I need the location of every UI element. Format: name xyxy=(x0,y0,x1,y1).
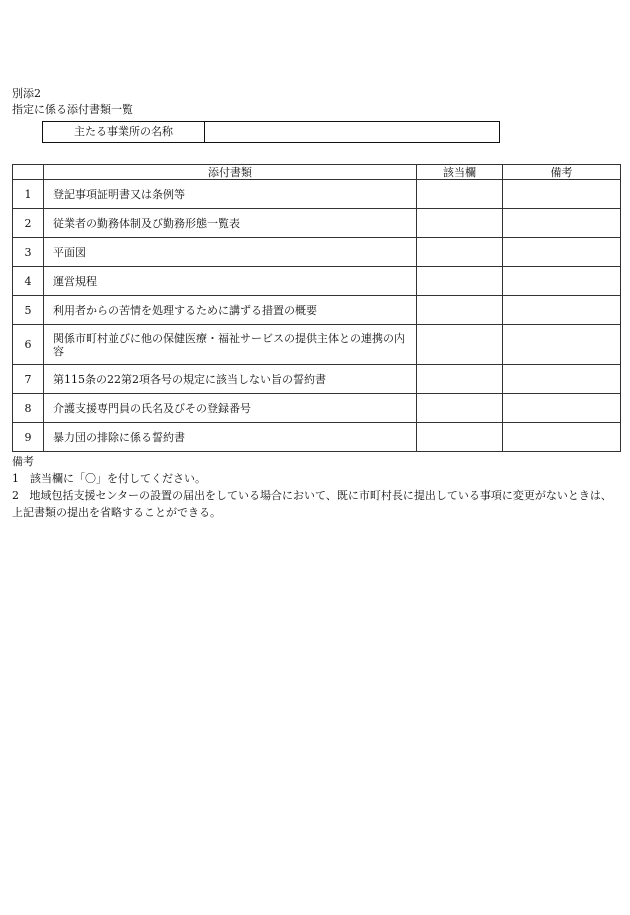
row-remarks-cell[interactable] xyxy=(503,325,621,365)
table-row xyxy=(13,394,621,423)
note-item xyxy=(12,487,620,521)
row-applicable-cell[interactable] xyxy=(417,423,503,452)
row-remarks-cell[interactable] xyxy=(503,296,621,325)
row-applicable-cell[interactable] xyxy=(417,394,503,423)
table-row xyxy=(13,267,621,296)
row-number: 9 xyxy=(13,423,44,452)
office-name-label: 主たる事業所の名称 xyxy=(43,122,205,142)
row-applicable-cell[interactable] xyxy=(417,238,503,267)
table-header-row xyxy=(13,165,621,180)
row-number: 8 xyxy=(13,394,44,423)
office-name-field[interactable] xyxy=(205,122,499,142)
row-number: 1 xyxy=(13,180,44,209)
row-document: 運営規程 xyxy=(44,267,417,296)
row-remarks-cell[interactable] xyxy=(503,209,621,238)
note-text: 該当欄に「〇」を付してください。 xyxy=(30,472,206,485)
notes-heading: 備考 xyxy=(12,455,34,468)
row-number: 2 xyxy=(13,209,44,238)
header-no xyxy=(13,165,44,180)
row-number: 3 xyxy=(13,238,44,267)
table-row xyxy=(13,423,621,452)
document-title: 指定に係る添付書類一覧 xyxy=(12,103,133,116)
annex-number: 別添2 xyxy=(12,87,41,100)
office-name-box xyxy=(42,121,500,143)
row-document: 平面図 xyxy=(44,238,417,267)
row-remarks-cell[interactable] xyxy=(503,180,621,209)
notes-section xyxy=(12,453,620,521)
header-applicable: 該当欄 xyxy=(417,165,503,180)
table-row xyxy=(13,238,621,267)
row-remarks-cell[interactable] xyxy=(503,394,621,423)
row-number: 6 xyxy=(13,325,44,365)
row-applicable-cell[interactable] xyxy=(417,365,503,394)
row-document: 介護支援専門員の氏名及びその登録番号 xyxy=(44,394,417,423)
row-document: 第115条の22第2項各号の規定に該当しない旨の誓約書 xyxy=(44,365,417,394)
row-applicable-cell[interactable] xyxy=(417,267,503,296)
note-text: 地域包括支援センターの設置の届出をしている場合において、既に市町村長に提出している事項に変更がないときは、上記書類の提出を省略することができる。 xyxy=(12,489,612,519)
row-document: 従業者の勤務体制及び勤務形態一覧表 xyxy=(44,209,417,238)
row-document: 関係市町村並びに他の保健医療・福祉サービスの提供主体との連携の内容 xyxy=(44,325,417,365)
row-number: 7 xyxy=(13,365,44,394)
row-document: 登記事項証明書又は条例等 xyxy=(44,180,417,209)
row-remarks-cell[interactable] xyxy=(503,267,621,296)
row-remarks-cell[interactable] xyxy=(503,365,621,394)
row-applicable-cell[interactable] xyxy=(417,209,503,238)
note-number: 1 xyxy=(12,472,19,485)
row-remarks-cell[interactable] xyxy=(503,423,621,452)
row-document: 暴力団の排除に係る誓約書 xyxy=(44,423,417,452)
note-number: 2 xyxy=(12,489,19,502)
row-remarks-cell[interactable] xyxy=(503,238,621,267)
header-document: 添付書類 xyxy=(44,165,417,180)
attachment-table xyxy=(12,164,621,452)
table-row xyxy=(13,209,621,238)
row-applicable-cell[interactable] xyxy=(417,296,503,325)
header-remarks: 備考 xyxy=(503,165,621,180)
table-row xyxy=(13,180,621,209)
row-applicable-cell[interactable] xyxy=(417,325,503,365)
table-row xyxy=(13,365,621,394)
note-item xyxy=(12,470,620,487)
row-applicable-cell[interactable] xyxy=(417,180,503,209)
row-number: 5 xyxy=(13,296,44,325)
table-row xyxy=(13,296,621,325)
table-row xyxy=(13,325,621,365)
row-document: 利用者からの苦情を処理するために講ずる措置の概要 xyxy=(44,296,417,325)
row-number: 4 xyxy=(13,267,44,296)
